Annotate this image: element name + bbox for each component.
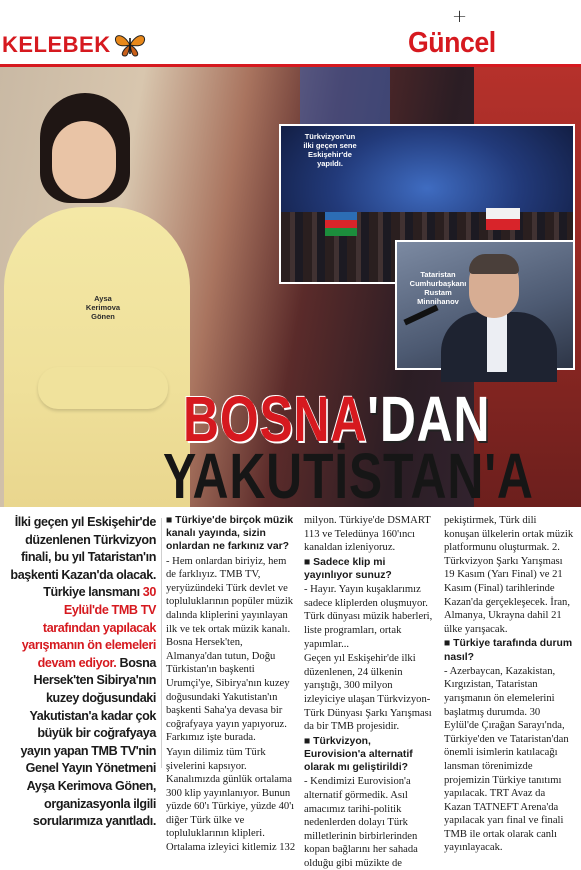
caption-line: Tataristan	[420, 270, 456, 279]
paragraph: Geçen yıl Eskişehir'de ilki düzenlenen, 24 ülkenin yarıştığı, 300 milyon izleyiciye ulaşan Türkvizyon-Türk Dünyası Şarkı Yarışması da bir TMB projesidir.	[304, 653, 432, 733]
man-hair	[469, 254, 519, 274]
article-column-3	[304, 514, 435, 869]
paragraph: pekiştirmek, Türk dili konuşan ülkelerin ortak müzik platformunu oluşturmak. 2. Türkvizyon Şarkı Yarışması 19 Kasım (Yarı Final) ve 21 Kasım (Final) tarihlerinde Kazan'da gerçekleşecek. İran, Almanya, Ukrayna dahil 21 ülke yarışacak.	[444, 515, 574, 635]
question: ■ Türkiye'de birçok müzik kanalı yayında, sizin onlardan ne farkınız var?	[166, 515, 294, 553]
article-column-4	[444, 514, 574, 854]
woman-arms	[38, 367, 168, 409]
answer: - Kendimizi Eurovision'a alternatif görmedik. Asıl amacımız tarihi-politik nedenlerden dolayı Türk milletlerinin birbirlerinden kopan bağlarını her sahada olduğu gibi müzikte de	[304, 776, 418, 869]
paragraph: Yayın dilimiz tüm Türk şivelerini kapsıyor. Kanalımızda günlük ortalama 300 klip yayınlanıyor. Bunun yüzde 60'ı Türkiye, yüzde 40'ı diğer Türk ülke ve topluluklarının klipleri. Ortalama izleyici kitlemiz 132	[166, 746, 296, 854]
caption-line: ilki geçen sene	[303, 141, 357, 150]
caption-line: Kerimova	[85, 303, 121, 312]
microphone	[403, 305, 438, 326]
headline-red-word: BOSNA	[183, 383, 368, 455]
caption-line: Aysa	[94, 294, 112, 303]
question: ■ Türkvizyon, Eurovision'a alternatif olarak mı geliştirildi?	[304, 735, 413, 774]
caption-line: yapıldı.	[317, 159, 343, 168]
lead-text: İlki geçen yıl Eskişehir'de düzenlenen Türkvizyon finali, bu yıl Tataristan'ın başkenti Kazan'da olacak. Türkiye lansmanı	[10, 515, 156, 600]
caption-line: Cumhurbaşkanı	[409, 279, 467, 288]
caption-line: Minnihanov	[417, 297, 459, 306]
lead-text: Bosna Hersek'ten Sibirya'nın kuzey doğusundaki Yakutistan'a kadar çok büyük bir coğrafyaya yayın yapan TMB TV'nin Genel Yayın Yönetmeni Ayşa Kerimova Gönen, organizasyonla ilgili sorularımıza yanıtladı.	[20, 655, 156, 829]
flag	[486, 208, 520, 230]
azerbaijan-flag	[325, 212, 357, 236]
column-divider	[161, 518, 162, 768]
man-shirt	[487, 314, 507, 372]
caption-line: Türkvizyon'un	[304, 132, 356, 141]
headline-line-2: YAKUTİSTAN'A	[163, 440, 534, 512]
question: ■ Sadece klip mi yayınlıyor sunuz?	[304, 556, 392, 581]
woman-face	[52, 121, 116, 199]
caption-line: Rustam	[424, 288, 452, 297]
article-column-2	[166, 514, 296, 854]
woman-caption	[68, 294, 138, 321]
stage-caption	[290, 132, 370, 168]
brand-logo	[2, 32, 147, 58]
brand-name: KELEBEK	[2, 32, 111, 57]
article-body	[0, 514, 581, 869]
butterfly-icon	[113, 32, 147, 58]
question: ■ Türkiye tarafında durum nasıl?	[444, 638, 573, 663]
plus-mark: +	[452, 6, 468, 27]
answer: - Hayır. Yayın kuşaklarımız sadece kliplerden oluşmuyor. Türk dünyası müzik haberleri, liste programları, ortak yapımlar...	[304, 584, 433, 650]
headline-suffix: 'DAN	[367, 383, 491, 455]
answer: - Azerbaycan, Kazakistan, Kırgızistan, Tataristan yarışmanın ön elemelerini başlatmış durumda. 30 Eylül'de Çırağan Sarayı'nda, Türkiye'den ve Tataristan'dan önemli isimlerin katılacağı lansman törenimizde projemizin Türkiye tanıtımı yapılacak. TRT Avaz da Kazan TATNEFT Arena'da yapılacak yarı final ve finali TMB ile ortak olarak canlı yayınlayacak.	[444, 665, 569, 854]
lead-highlight: 30 Eylül'de TMB TV tarafından yapılacak yarışmanın ön elemeleri devam ediyor.	[21, 585, 156, 670]
president-caption	[400, 270, 476, 306]
paragraph: milyon. Türkiye'de DSMART 113 ve Teledünya 160'ıncı kanaldan izleniyoruz.	[304, 515, 431, 554]
lead-column	[8, 514, 156, 829]
caption-line: Eskişehir'de	[308, 150, 352, 159]
answer: - Hem onlardan biriyiz, hem de farklıyız. TMB TV, yeryüzündeki Türk devlet ve topluluklarının popüler müzik dalında kliplerini yayınlayan ilk ve tek ortak müzik kanalı. Bosna Hersek'ten, Almanya'dan tutun, Doğu Türkistan'ın başkenti Urumçi'ye, Sibirya'nın kuzey doğusundaki Yakutistan'ın başkenti Saha'ya devasa bir coğrafyaya yayın yapıyoruz. Farkımız işte burada.	[166, 555, 294, 744]
section-title: Güncel	[408, 27, 496, 59]
caption-line: Gönen	[91, 312, 115, 321]
